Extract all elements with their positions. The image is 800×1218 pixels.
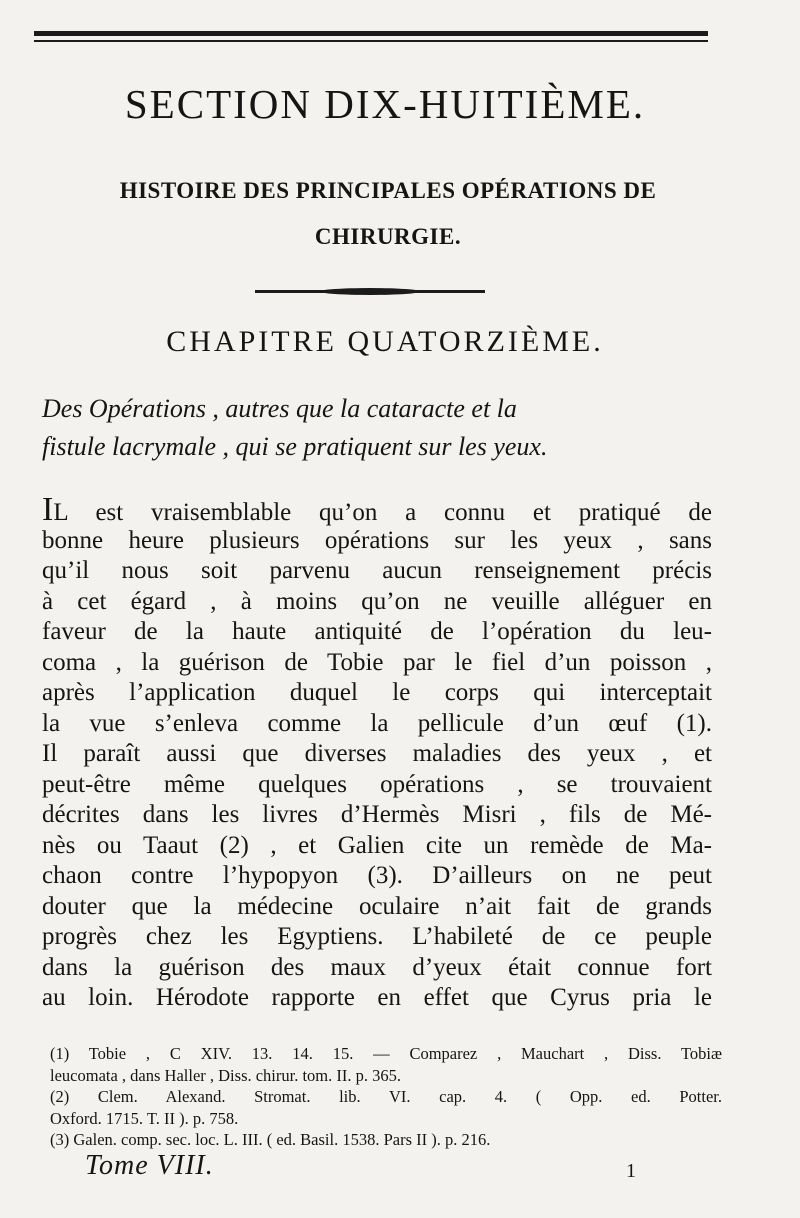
body-line: qu’il nous soit parvenu aucun renseignement précis bbox=[42, 557, 712, 584]
body-line: peut-être même quelques opérations , se trouvaient bbox=[42, 770, 712, 798]
page-number: 1 bbox=[626, 1160, 636, 1182]
chapter-subtitle-line-1: Des Opérations , autres que la cataracte et la bbox=[42, 394, 517, 423]
body-line: la vue s’enleva comme la pellicule d’un œuf (1). bbox=[42, 709, 712, 737]
body-line: chaon contre l’hypopyon (3). D’ailleurs on ne peut bbox=[42, 862, 712, 889]
body-line: décrites dans les livres d’Hermès Misri , fils de Mé- bbox=[42, 801, 712, 828]
top-rule-thick bbox=[34, 31, 708, 36]
body-line: bonne heure plusieurs opérations sur les yeux , sans bbox=[42, 526, 712, 554]
body-paragraph bbox=[42, 491, 712, 1014]
ornamental-rule-center bbox=[320, 288, 420, 295]
chapter-title: CHAPITRE QUATORZIÈME. bbox=[166, 325, 604, 358]
section-title: SECTION DIX-HUITIÈME. bbox=[124, 81, 646, 127]
body-line: faveur de la haute antiquité de l’opération du leu- bbox=[42, 618, 712, 645]
history-heading-line-2: CHIRURGIE. bbox=[314, 224, 462, 249]
footnote-line: leucomata , dans Haller , Diss. chirur. tom. II. p. 365. bbox=[50, 1065, 402, 1085]
body-line: dans la guérison des maux d’yeux était connue fort bbox=[42, 953, 712, 981]
chapter-subtitle-line-2: fistule lacrymale , qui se pratiquent sur les yeux. bbox=[42, 432, 548, 461]
footnotes bbox=[50, 1043, 722, 1151]
history-heading-line-1: HISTOIRE DES PRINCIPALES OPÉRATIONS DE bbox=[119, 178, 657, 203]
body-line: Il paraît aussi que diverses maladies des yeux , et bbox=[42, 740, 712, 767]
history-heading bbox=[28, 168, 748, 260]
footnote-line: Oxford. 1715. T. II ). p. 758. bbox=[50, 1108, 239, 1128]
top-rule-thin bbox=[34, 40, 708, 42]
tome-label: Tome VIII. bbox=[85, 1150, 214, 1181]
drop-cap: I bbox=[42, 491, 54, 528]
body-line: douter que la médecine oculaire n’ait fait de grands bbox=[42, 892, 712, 920]
body-line: coma , la guérison de Tobie par le fiel d’un poisson , bbox=[42, 648, 712, 676]
footnote-line: (1) Tobie , C XIV. 13. 14. 15. — Comparez , Mauchart , Diss. Tobiæ bbox=[50, 1044, 722, 1063]
body-line-first-rest: L est vraisemblable qu’on a connu et pratiqué de bbox=[53, 499, 712, 526]
chapter-subtitle bbox=[42, 390, 722, 466]
body-line: nès ou Taaut (2) , et Galien cite un remède de Ma- bbox=[42, 831, 712, 859]
body-line: progrès chez les Egyptiens. L’habileté de ce peuple bbox=[42, 923, 712, 950]
body-line: au loin. Hérodote rapporte en effet que Cyrus pria le bbox=[42, 984, 712, 1011]
body-line: à cet égard , à moins qu’on ne veuille alléguer en bbox=[42, 587, 712, 615]
body-line-first bbox=[42, 491, 712, 528]
body-line: après l’application duquel le corps qui interceptait bbox=[42, 679, 712, 706]
footnote-line: (3) Galen. comp. sec. loc. L. III. ( ed. Basil. 1538. Pars II ). p. 216. bbox=[50, 1130, 491, 1149]
footnote-line: (2) Clem. Alexand. Stromat. lib. VI. cap. 4. ( Opp. ed. Potter. bbox=[50, 1087, 722, 1106]
